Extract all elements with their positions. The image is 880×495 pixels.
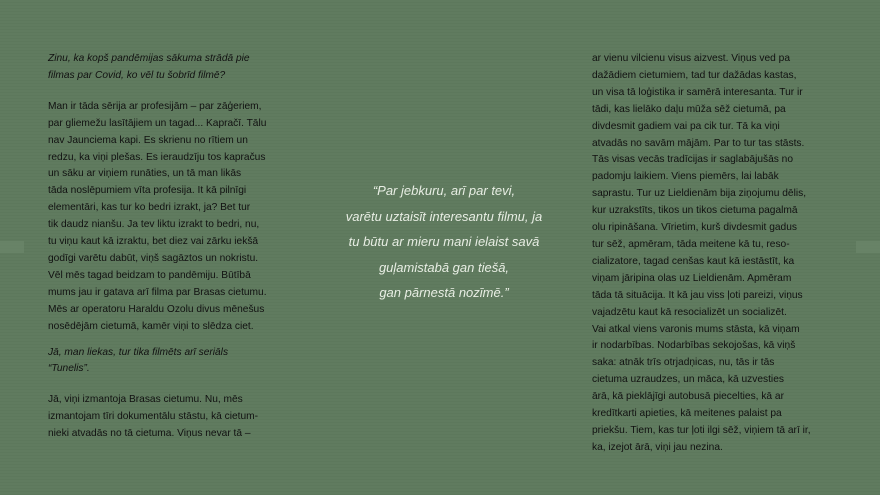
interview-question-2 xyxy=(48,345,288,379)
text-line: Man ir tāda sērija ar profesijām – par zāģeriem, xyxy=(48,100,262,112)
text-line: Vai atkal viens varonis mums stāsta, kā viņam xyxy=(592,323,800,335)
right-column xyxy=(592,51,836,466)
text-line: kur uzrakstīts, tikos un tikos cietuma pagalmā xyxy=(592,205,798,217)
text-line: Zinu, ka kopš pandēmijas sākuma strādā pie xyxy=(48,53,250,64)
text-line: saka: atnāk trīs otrjadņicas, nu, tās ir tās xyxy=(592,357,775,369)
text-line: Tās visas vecās tradīcijas ir saglabājušās no xyxy=(592,154,794,166)
text-line: vajadzētu kaut kā resocializēt un socializēt. xyxy=(592,306,787,318)
text-line: olu ripināšana. Vīrietim, kurš divdesmit gadus xyxy=(592,222,797,234)
text-line: cietuma uzraudzes, un māca, kā uzvesties xyxy=(592,374,784,386)
text-line: saprastu. Tur uz Lieldienām bija ziņojumu dēlis, xyxy=(592,188,807,200)
interview-answer-continued xyxy=(592,51,836,457)
text-line: tu būtu ar mieru mani ielaist savā xyxy=(348,234,540,249)
text-line: divdesmit gadiem vai pa cik tur. Tā ka viņi xyxy=(592,120,780,132)
text-line: viņam jāripina olas uz Lieldienām. Apmēram xyxy=(592,272,792,284)
text-line: izmantojam tīri dokumentālu stāstu, kā cietum- xyxy=(48,411,259,423)
text-line: gan pārnestā nozīmē.” xyxy=(379,285,509,300)
text-line: priekšu. Tiem, kas tur ļoti ilgi sēž, viņiem tā arī ir, xyxy=(592,424,811,436)
text-line: kredītkarti apieties, kā meitenes palaist pa xyxy=(592,408,782,420)
text-line: un visa tā loģistika ir samērā interesanta. Tur ir xyxy=(592,86,803,98)
left-column xyxy=(48,51,288,452)
text-line: “Par jebkuru, arī par tevi, xyxy=(372,183,516,198)
text-line: tik daudz nianšu. Ja tev liktu izrakt to bedri, nu, xyxy=(48,219,260,231)
text-line: cializatore, tagad cenšas kaut kā iestāstīt, ka xyxy=(592,255,795,267)
text-line: un sāku ar viņiem runāties, un tā man likās xyxy=(48,168,242,180)
text-line: Jā, man liekas, tur tika filmēts arī seriāls xyxy=(48,346,229,358)
text-line: guļamistabā gan tiešā, xyxy=(378,259,510,275)
text-line: dažādiem cietumiem, tad tur dažādas kastas, xyxy=(592,69,797,81)
text-line: ir nodarbības. Nodarbības sekojošas, kā viņš xyxy=(592,340,796,352)
text-line: tu viņu kaut kā izraktu, bet diez vai zārku iekšā xyxy=(48,236,259,248)
text-line: ka, izejot ārā, viņi jau nezina. xyxy=(592,441,723,453)
text-line: godīgi varētu dabūt, viņš sagāztos un nokristu. xyxy=(48,252,259,264)
text-line: tāda tā situācija. It kā jau viss ļoti pareizi, viņus xyxy=(592,289,803,301)
text-line: redzu, ka viņi plešas. Es ieraudzīju tos kapračus xyxy=(48,151,266,163)
interview-answer-1 xyxy=(48,99,288,336)
text-line: mums jau ir gatava arī filma par Brasas cietumu. xyxy=(48,286,267,298)
text-line: nav Jaunciema kapi. Es skrienu no rītiem un xyxy=(48,134,248,146)
next-page-arrow[interactable] xyxy=(856,241,880,253)
text-line: tādi, kas lielāko daļu mūža sēž cietumā, pa xyxy=(592,103,786,115)
text-line: padomju laikiem. Viens piemērs, lai labāk xyxy=(592,171,779,183)
text-line: ar vienu vilcienu visus aizvest. Viņus ved pa xyxy=(592,53,791,64)
text-line: atvadās no savām mājām. Par to tur tas stāsts. xyxy=(592,137,805,149)
text-line: tāda noslēpumiem vīta profesija. It kā pilnīgi xyxy=(48,185,247,197)
text-line: ārā, kā pieklājīgi autobusā piecelties, kā ar xyxy=(592,391,784,403)
text-line: elementāri, kas tur ko bedri izrakt, ja? Bet tur xyxy=(48,202,251,214)
text-line: “Tunelis”. xyxy=(48,363,90,375)
text-line: Jā, viņi izmantoja Brasas cietumu. Nu, mēs xyxy=(48,394,243,406)
text-line: tur sēž, apmēram, tāda meitene kā tu, reso- xyxy=(592,238,790,250)
text-line: nieki atvadās no tā cietuma. Viņus nevar tā – xyxy=(48,428,251,440)
pull-quote xyxy=(318,178,570,306)
text-line: Mēs ar operatoru Haraldu Ozolu divus mēnešus xyxy=(48,303,265,315)
interview-answer-2 xyxy=(48,392,288,443)
prev-page-arrow[interactable] xyxy=(0,241,24,253)
text-line: varētu uztaisīt interesantu filmu, ja xyxy=(345,208,543,224)
interview-question-1 xyxy=(48,51,288,85)
text-line: nosēdējām cietumā, kamēr viņi to slēdza ciet. xyxy=(48,320,254,332)
text-line: Vēl mēs tagad beidzam to pandēmiju. Būtībā xyxy=(48,269,251,281)
text-line: par gliemežu lasītājiem un tagad... Kapračī. Tālu xyxy=(48,117,267,129)
text-line: filmas par Covid, ko vēl tu šobrīd filmē? xyxy=(48,69,226,81)
